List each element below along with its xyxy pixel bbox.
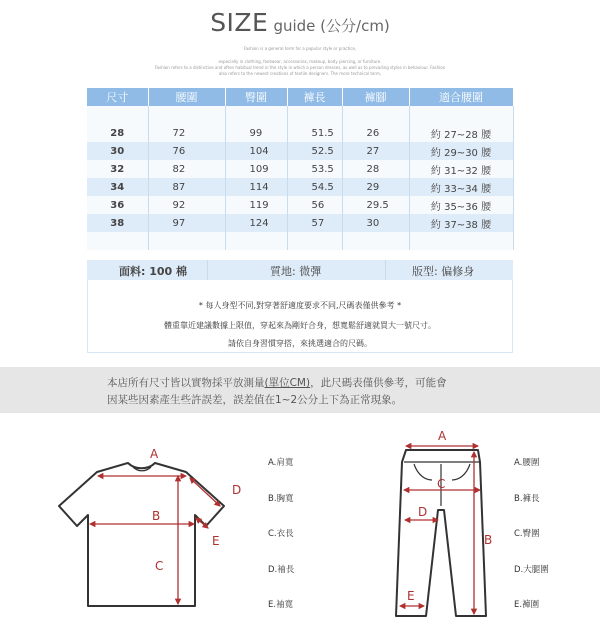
cell-waist: 97 — [148, 214, 225, 232]
subline-4: also refers to the newest creations of textile designers. The more technical term, — [218, 71, 382, 76]
note-line-1: * 每人身型不同,對穿著舒適度要求不同,尺碼表僅供參考 * — [198, 301, 402, 310]
measurement-disclaimer — [0, 367, 600, 413]
disclaimer-line-2: 因某些因素產生些許誤差，誤差值在1~2公分上下為正常現象。 — [107, 394, 403, 406]
cell-hem: 28 — [342, 160, 409, 178]
info-divider — [385, 260, 386, 280]
table-row — [87, 196, 513, 214]
tshirt-icon — [59, 447, 241, 606]
cell-length: 53.5 — [287, 160, 342, 178]
pants-legend-d: D.大腿圍 — [514, 565, 549, 575]
header-size: 尺寸 — [87, 88, 148, 106]
pants-label-d: D — [418, 505, 428, 519]
header-length: 褲長 — [287, 88, 342, 106]
fabric-label: 面料: 100 棉 — [119, 265, 188, 278]
cell-length: 57 — [287, 214, 342, 232]
cell-hip: 109 — [225, 160, 287, 178]
header-hem: 褲腳 — [342, 88, 409, 106]
cell-hip: 104 — [225, 142, 287, 160]
note-line-3: 請依自身習慣穿搭，來挑選適合的尺碼。 — [228, 339, 372, 348]
pants-label-a: A — [438, 429, 447, 443]
texture-label: 質地: 微彈 — [270, 265, 322, 278]
table-row — [87, 142, 513, 160]
pants-label-c: C — [437, 477, 446, 491]
shirt-label-b: B — [152, 509, 161, 523]
cell-length: 56 — [287, 196, 342, 214]
shirt-legend-a: A.肩寬 — [268, 458, 294, 468]
pants-legend-a: A.腰圍 — [514, 458, 540, 468]
disclaimer-text: ，此尺碼表僅供參考，可能會 — [310, 377, 447, 389]
note-line-2: 體重靠近建議數據上限值，穿起來為剛好合身，想寬鬆舒適就買大一號尺寸。 — [164, 321, 436, 330]
shirt-legend-c: C.衣長 — [268, 529, 294, 539]
measurement-diagrams — [0, 420, 600, 625]
shirt-label-d: D — [232, 483, 242, 497]
disclaimer-line-1 — [107, 375, 447, 390]
spacer-row — [87, 232, 513, 250]
spacer-row — [87, 106, 513, 124]
shirt-legend-d: D.袖長 — [268, 565, 295, 575]
cell-length: 54.5 — [287, 178, 342, 196]
info-divider — [207, 260, 208, 280]
cell-waist: 72 — [148, 124, 225, 142]
shirt-legend-b: B.胸寬 — [268, 494, 294, 504]
fit-label: 版型: 偏修身 — [412, 265, 475, 278]
pants-label-b: B — [484, 533, 493, 547]
cell-size: 30 — [87, 142, 148, 160]
cell-fit-waist: 約 31~32 腰 — [409, 160, 513, 178]
cell-waist: 92 — [148, 196, 225, 214]
cell-fit-waist: 約 37~38 腰 — [409, 214, 513, 232]
size-table-header — [87, 88, 513, 106]
cell-hip: 119 — [225, 196, 287, 214]
notes-box — [87, 280, 513, 353]
cell-hem: 27 — [342, 142, 409, 160]
shirt-label-c: C — [155, 559, 164, 573]
cell-fit-waist: 約 35~36 腰 — [409, 196, 513, 214]
size-guide-title — [0, 8, 600, 37]
cell-waist: 82 — [148, 160, 225, 178]
cell-hip: 124 — [225, 214, 287, 232]
cell-length: 51.5 — [287, 124, 342, 142]
cell-fit-waist: 約 29~30 腰 — [409, 142, 513, 160]
table-row — [87, 160, 513, 178]
subline-3: Fashion refers to a distinctive and often habitual trend in the style in which a person dresses, as well as to prevailing styles in behaviour. Fashion — [154, 65, 446, 70]
cell-hem: 29 — [342, 178, 409, 196]
shirt-label-a: A — [150, 447, 159, 461]
cell-size: 38 — [87, 214, 148, 232]
disclaimer-text: 本店所有尺寸皆以實物採平放測量 — [107, 377, 265, 389]
cell-size: 28 — [87, 124, 148, 142]
pants-legend-b: B.褲長 — [514, 494, 540, 504]
cell-waist: 76 — [148, 142, 225, 160]
subline-1: Fashion is a general term for a popular style or practice, — [243, 46, 357, 51]
cell-hem: 26 — [342, 124, 409, 142]
pants-legend-e: E.褲圍 — [514, 600, 540, 610]
fabric-info-bar — [87, 260, 513, 280]
cell-hip: 114 — [225, 178, 287, 196]
subline-2: especially in clothing, footwear, accessories, makeup, body piercing, or furniture. — [218, 59, 382, 64]
shirt-label-e: E — [212, 534, 220, 548]
cell-size: 32 — [87, 160, 148, 178]
cell-size: 36 — [87, 196, 148, 214]
cell-fit-waist: 約 27~28 腰 — [409, 124, 513, 142]
cell-hip: 99 — [225, 124, 287, 142]
shirt-legend-e: E.袖寬 — [268, 600, 294, 610]
cell-hem: 30 — [342, 214, 409, 232]
header-hip: 臀圍 — [225, 88, 287, 106]
header-fit-waist: 適合腰圍 — [409, 88, 513, 106]
size-table — [87, 88, 514, 250]
table-row — [87, 214, 513, 232]
disclaimer-unit: (單位CM) — [264, 377, 311, 389]
title-sub: guide (公分/cm) — [273, 17, 390, 35]
table-row — [87, 178, 513, 196]
cell-hem: 29.5 — [342, 196, 409, 214]
cell-length: 52.5 — [287, 142, 342, 160]
pants-label-e: E — [407, 589, 415, 603]
cell-fit-waist: 約 33~34 腰 — [409, 178, 513, 196]
title-main: SIZE — [210, 8, 269, 37]
pants-legend-c: C.臀圍 — [514, 529, 540, 539]
table-row — [87, 124, 513, 142]
cell-waist: 87 — [148, 178, 225, 196]
cell-size: 34 — [87, 178, 148, 196]
header-waist: 腰圍 — [148, 88, 225, 106]
pants-icon — [396, 429, 492, 616]
